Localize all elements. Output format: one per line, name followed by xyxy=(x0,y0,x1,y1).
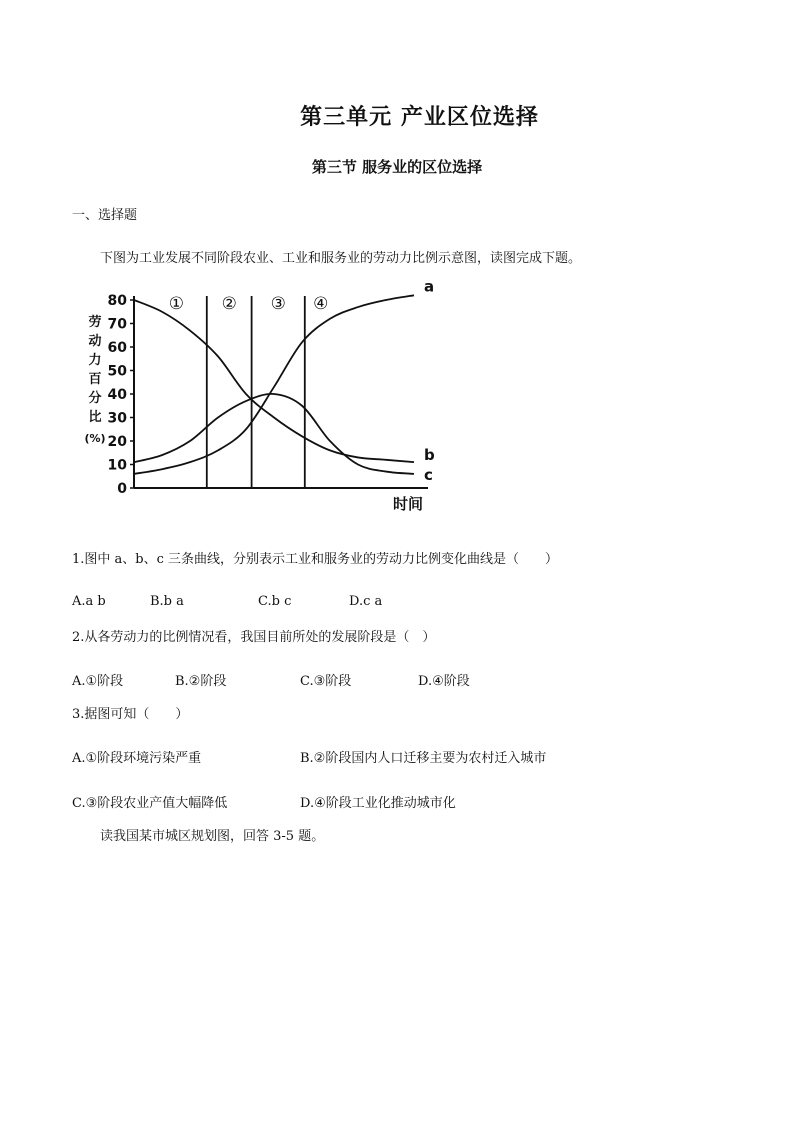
question-1: 1.图中 a、b、c 三条曲线，分别表示工业和服务业的劳动力比例变化曲线是（ ） xyxy=(72,552,559,567)
series-a-label: a xyxy=(424,280,435,296)
question-2: 2.从各劳动力的比例情况看，我国目前所处的发展阶段是（ ） xyxy=(72,630,436,645)
y-axis-label-char: 分 xyxy=(88,391,102,406)
series-b-label: b xyxy=(424,446,435,465)
q3-option-c[interactable]: C.③阶段农业产值大幅降低 xyxy=(72,796,228,811)
y-axis-label-char: 力 xyxy=(88,353,102,368)
x-axis-label: 时间 xyxy=(392,495,424,513)
y-tick-label: 60 xyxy=(107,340,127,356)
chart-curves xyxy=(134,295,414,474)
section-subtitle: 第三节 服务业的区位选择 xyxy=(311,158,483,176)
y-axis-label-char: 比 xyxy=(88,410,102,425)
closing-text: 读我国某市城区规划图，回答 3-5 题。 xyxy=(100,829,325,844)
q3-option-b[interactable]: B.②阶段国内人口迁移主要为农村迁入城市 xyxy=(300,751,547,766)
question-3: 3.据图可知（ ） xyxy=(72,707,189,722)
y-tick-label: 10 xyxy=(107,457,127,474)
q1-option-a[interactable]: A.a b xyxy=(72,594,106,609)
q2-option-d[interactable]: D.④阶段 xyxy=(418,674,470,689)
q1-option-d[interactable]: D.c a xyxy=(349,594,383,609)
stage-label: ② xyxy=(221,294,237,314)
q1-option-b[interactable]: B.b a xyxy=(150,594,184,609)
stage-lines xyxy=(207,296,305,488)
stage-label: ① xyxy=(168,294,185,314)
y-tick-label: 20 xyxy=(107,434,127,450)
y-tick-label: 40 xyxy=(107,387,127,403)
q1-option-c[interactable]: C.b c xyxy=(258,594,292,609)
labor-ratio-chart xyxy=(84,280,444,520)
q3-option-d[interactable]: D.④阶段工业化推动城市化 xyxy=(300,796,456,811)
q2-option-b[interactable]: B.②阶段 xyxy=(175,674,227,689)
y-axis-label-char: 百 xyxy=(88,372,102,387)
q3-option-a[interactable]: A.①阶段环境污染严重 xyxy=(72,751,202,766)
section-heading: 一、选择题 xyxy=(72,208,138,223)
intro-text: 下图为工业发展不同阶段农业、工业和服务业的劳动力比例示意图，读图完成下题。 xyxy=(100,251,582,266)
q2-option-a[interactable]: A.①阶段 xyxy=(72,674,124,689)
y-axis-label-char: 动 xyxy=(88,334,102,349)
page-title: 第三单元 产业区位选择 xyxy=(300,104,539,130)
y-tick-label: 50 xyxy=(107,363,127,380)
series-c-label: c xyxy=(424,465,433,484)
series-a-line xyxy=(134,295,414,474)
q2-option-c[interactable]: C.③阶段 xyxy=(300,674,352,689)
y-tick-label: 30 xyxy=(107,410,127,427)
series-c-line xyxy=(134,394,414,474)
stage-label: ④ xyxy=(313,294,329,314)
series-b-line xyxy=(134,300,414,462)
y-tick-label: 80 xyxy=(107,293,127,309)
y-axis-label-unit: (%) xyxy=(84,432,106,445)
y-axis-label-char: 劳 xyxy=(88,315,102,330)
y-tick-label: 0 xyxy=(117,481,127,497)
stage-label: ③ xyxy=(270,294,286,314)
y-tick-label: 70 xyxy=(107,316,127,333)
